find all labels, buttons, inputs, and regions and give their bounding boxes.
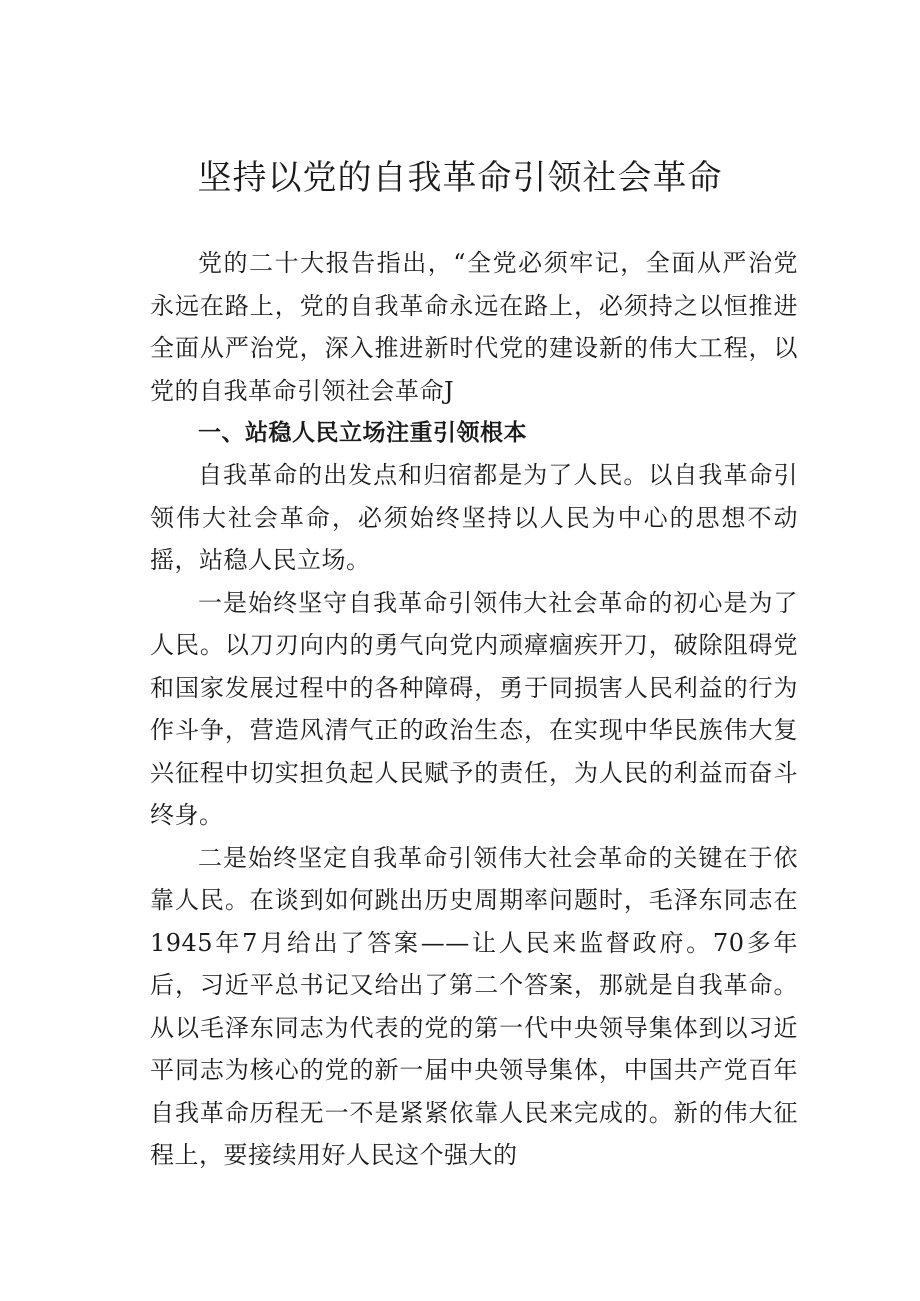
section-paragraph-3: 二是始终坚定自我革命引领伟大社会革命的关键在于依靠人民。在谈到如何跳出历史周期率问题时，毛泽东同志在1945年7月给出了答案——让人民来监督政府。70多年后，习近平总书记又给出了第二个答案，那就是自我革命。从以毛泽东同志为代表的党的第一代中央领导集体到以习近平同志为核心的党的新一届中央领导集体，中国共产党百年自我革命历程无一不是紧紧依靠人民来完成的。新的伟大征程上，要接续用好人民这个强大的 [150,843,798,1169]
intro-paragraph: 党的二十大报告指出，“全党必须牢记，全面从严治党永远在路上，党的自我革命永远在路上，必须持之以恒推进全面从严治党，深入推进新时代党的建设新的伟大工程，以党的自我革命引领社会革命J [150,249,798,405]
document-title: 坚持以党的自我革命引领社会革命 [197,158,723,198]
section-heading: 一、站稳人民立场注重引领根本 [198,420,527,446]
section-paragraph-1: 自我革命的出发点和归宿都是为了人民。以自我革命引领伟大社会革命，必须始终坚持以人民为中心的思想不动摇，站稳人民立场。 [150,461,798,574]
document-body [150,242,798,1177]
section-paragraph-2: 一是始终坚守自我革命引领伟大社会革命的初心是为了人民。以刀刃向内的勇气向党内顽瘴痼疾开刀，破除阻碍党和国家发展过程中的各种障碍，勇于同损害人民利益的行为作斗争，营造风清气正的政治生态，在实现中华民族伟大复兴征程中切实担负起人民赋予的责任，为人民的利益而奋斗终身。 [150,588,798,829]
